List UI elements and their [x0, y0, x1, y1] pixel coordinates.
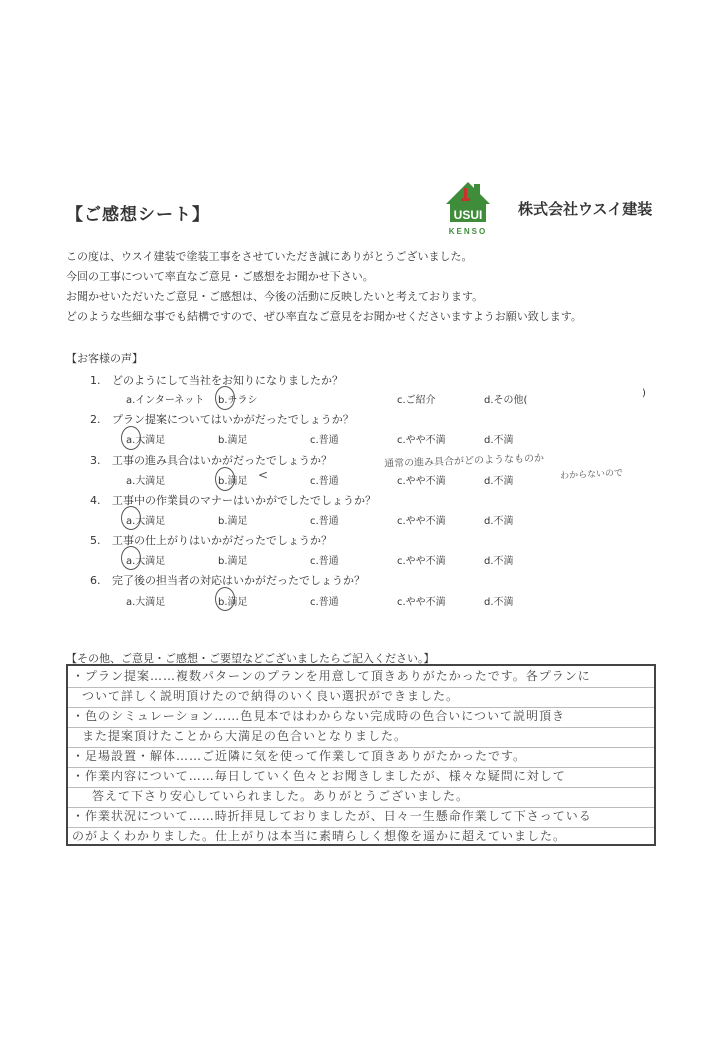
- comment-line: [68, 746, 654, 768]
- company-name: 株式会社ウスイ建装: [518, 200, 653, 218]
- option-c[interactable]: c.普通: [310, 597, 339, 608]
- intro-line: 今回の工事について率直なご意見・ご感想をお聞かせ下さい。: [66, 270, 374, 283]
- question-text: 工事中の作業員のマナーはいかがでしたでしょうか？: [112, 494, 376, 507]
- question-text: どのようにして当社をお知りになりましたか？: [112, 374, 343, 387]
- option-d[interactable]: d.不満: [484, 556, 514, 567]
- option-b[interactable]: b.チラシ: [218, 395, 258, 406]
- comment-line: [68, 666, 654, 688]
- question-text: 工事の進み具合はいかがだったでしょうか？: [112, 454, 332, 467]
- option-c2[interactable]: c.やや不満: [397, 556, 446, 567]
- question-number: 5.: [90, 534, 101, 547]
- intro-line: この度は、ウスイ建装で塗装工事をさせていただき誠にありがとうございました。: [66, 250, 473, 263]
- comment-line: [68, 706, 654, 728]
- comment-line: [68, 826, 654, 847]
- sheet-title: 【ご感想シート】: [66, 205, 210, 225]
- customer-voice-heading: 【お客様の声】: [66, 352, 143, 365]
- handwritten-note: 通常の進み具合がどのようなものか: [383, 453, 545, 470]
- comment-line: [68, 786, 654, 808]
- comment-line: [68, 766, 654, 788]
- question-number: 6.: [90, 574, 101, 587]
- comment-text: ・作業状況について……時折拝見しておりましたが、日々一生懸命作業して下さっている: [72, 809, 592, 823]
- option-c[interactable]: c.普通: [310, 476, 339, 487]
- option-b[interactable]: b.満足: [218, 556, 248, 567]
- selection-circle: [215, 386, 235, 410]
- selection-circle: [121, 546, 141, 570]
- option-c2[interactable]: c.やや不満: [397, 435, 446, 446]
- option-d[interactable]: d.不満: [484, 435, 514, 446]
- option-c2[interactable]: c.やや不満: [397, 516, 446, 527]
- question-1: [90, 372, 343, 388]
- option-c[interactable]: c.普通: [310, 516, 339, 527]
- comments-box: [66, 664, 656, 846]
- company-logo: [444, 180, 492, 240]
- question-text: プラン提案についてはいかがだったでしょうか？: [112, 413, 354, 426]
- selection-circle: [121, 426, 141, 450]
- question-text: 工事の仕上がりはいかがだったでしょうか？: [112, 534, 332, 547]
- option-a[interactable]: a.大満足: [126, 556, 166, 567]
- selection-circle: [215, 467, 235, 491]
- logo-main-text: USUI: [453, 208, 483, 222]
- option-c[interactable]: c.普通: [310, 556, 339, 567]
- comment-text: ・足場設置・解体……ご近隣に気を使って作業して頂きありがたかったです。: [72, 749, 527, 763]
- option-c[interactable]: c.普通: [310, 435, 339, 446]
- option-a[interactable]: a.大満足: [126, 597, 166, 608]
- option-c2[interactable]: c.やや不満: [397, 597, 446, 608]
- option-b[interactable]: b.満足: [218, 597, 248, 608]
- question-text: 完了後の担当者の対応はいかがだったでしょうか？: [112, 574, 365, 587]
- selection-circle: [121, 506, 141, 530]
- option-d-close-paren: ): [642, 388, 646, 399]
- option-a[interactable]: a.大満足: [126, 476, 166, 487]
- option-a[interactable]: a.インターネット: [126, 395, 205, 406]
- option-a[interactable]: a.大満足: [126, 435, 166, 446]
- question-number: 4.: [90, 494, 101, 507]
- option-c[interactable]: c.ご紹介: [397, 395, 436, 406]
- comment-text: ついて詳しく説明頂けたので納得のいく良い選択ができました。: [82, 689, 460, 703]
- comment-text: また提案頂けたことから大満足の色合いとなりました。: [82, 729, 408, 743]
- intro-line: お聞かせいただいたご意見・ご感想は、今後の活動に反映したいと考えております。: [66, 290, 484, 303]
- question-number: 1.: [90, 374, 101, 387]
- option-b[interactable]: b.満足: [218, 435, 248, 446]
- comment-text: ・作業内容について……毎日していく色々とお聞きしましたが、様々な疑問に対して: [72, 769, 566, 783]
- selection-circle: [215, 587, 235, 611]
- question-number: 3.: [90, 454, 101, 467]
- intro-text: [66, 247, 582, 327]
- other-comments-heading: 【その他、ご意見・ご感想・ご要望などございましたらご記入ください。】: [66, 652, 435, 665]
- comment-line: [68, 726, 654, 748]
- comment-text: 答えて下さり安心していられました。ありがとうございました。: [92, 789, 470, 803]
- option-d[interactable]: d.不満: [484, 476, 514, 487]
- handwritten-note: わからないので: [559, 468, 624, 482]
- comment-line: [68, 686, 654, 708]
- option-c2[interactable]: c.やや不満: [397, 476, 446, 487]
- option-b[interactable]: b.満足: [218, 476, 248, 487]
- option-d[interactable]: d.不満: [484, 516, 514, 527]
- option-d[interactable]: d.不満: [484, 597, 514, 608]
- option-d[interactable]: d.その他(: [484, 395, 528, 406]
- option-a[interactable]: a.大満足: [126, 516, 166, 527]
- question-number: 2.: [90, 413, 101, 426]
- comment-text: ・色のシミュレーション……色見本ではわからない完成時の色合いについて説明頂き: [72, 709, 566, 723]
- logo-sub-text: KENSO: [448, 227, 488, 236]
- handwritten-mark: <: [258, 468, 269, 482]
- intro-line: どのような些細な事でも結構ですので、ぜひ率直なご意見をお聞かせくださいますようお願い致します。: [66, 310, 582, 323]
- comment-line: [68, 806, 654, 828]
- option-b[interactable]: b.満足: [218, 516, 248, 527]
- question-2: [90, 411, 354, 427]
- question-6: [90, 572, 365, 588]
- comment-text: ・プラン提案……複数パターンのプランを用意して頂きありがたかったです。各プランに: [72, 669, 591, 683]
- question-5: [90, 532, 332, 548]
- comment-text: のがよくわかりました。仕上がりは本当に素晴らしく想像を遥かに超えていました。: [72, 829, 567, 843]
- question-3: [90, 452, 332, 468]
